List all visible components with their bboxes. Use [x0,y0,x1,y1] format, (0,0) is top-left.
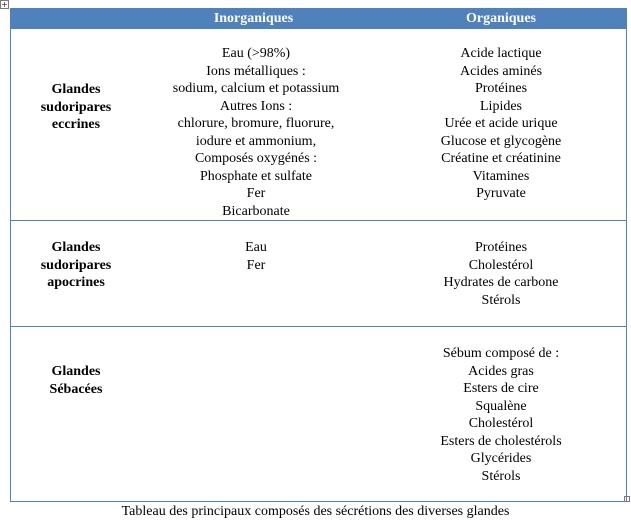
list-item: chlorure, bromure, fluorure, [177,116,335,131]
list-item: iodure et ammonium, [195,133,317,149]
eccrine-inorganic-cell [146,45,366,220]
header-organic: Organiques [465,11,536,26]
apocrine-organic-cell [386,239,616,309]
row-label-sebaceous [16,363,136,398]
list-item: Fer [246,186,266,201]
list-item: Acides aminés [459,63,543,79]
list-item: Squalène [475,398,527,414]
list-item: Stérols [481,468,521,484]
label-line: Sébacées [49,381,103,397]
table-header-row [11,9,626,29]
list-item: Vitamines [472,168,530,184]
list-item: Composés oxygénés : [194,151,318,166]
label-line: eccrines [51,117,101,132]
list-item: sodium, calcium et potassium [172,81,340,96]
list-item: Glucose et glycogène [440,133,562,149]
list-item: Urée et acide urique [444,116,558,131]
table-resize-handle-icon[interactable] [624,496,630,502]
list-item: Phosphate et sulfate [200,168,312,184]
header-inorganic: Inorganiques [213,11,294,26]
row-label-apocrine [16,239,136,292]
list-item: Cholestérol [468,257,534,273]
list-item: Eau (>98%) [221,46,291,61]
list-item: Esters de cholestérols [440,433,562,449]
list-item: Eau [245,240,267,255]
list-item: Sébum composé de : [442,346,560,361]
list-item: Cholestérol [468,416,534,431]
table-move-handle-icon[interactable]: + [1,0,8,9]
list-item: Stérols [481,292,521,308]
list-item: Bicarbonate [222,203,290,219]
label-line: Glandes [51,82,101,97]
list-item: Glycérides [470,451,532,466]
list-item: Acide lactique [460,46,542,61]
list-item: Protéines [474,81,528,96]
apocrine-inorganic-cell [146,239,366,274]
list-item: Esters de cire [463,381,539,396]
list-item: Fer [246,257,266,273]
table-caption: Tableau des principaux composés des sécrétions des diverses glandes [121,504,510,519]
list-item: Acides gras [468,363,534,379]
eccrine-organic-cell [386,45,616,203]
label-line: Glandes [51,240,101,255]
list-item: Protéines [474,240,528,255]
list-item: Lipides [480,98,522,114]
secretions-table [10,8,627,502]
list-item: Ions métalliques : [206,63,306,79]
row-divider [11,220,626,221]
label-line: Glandes [51,364,101,379]
label-line: sudoripares [40,257,112,273]
row-divider [11,326,626,327]
list-item: Autres Ions : [219,98,293,114]
list-item: Créatine et créatinine [441,151,561,166]
sebaceous-organic-cell [386,345,616,485]
list-item: Pyruvate [476,186,526,201]
row-label-eccrine [16,81,136,134]
list-item: Hydrates de carbone [443,275,559,290]
label-line: sudoripares [40,99,112,115]
label-line: apocrines [47,275,105,290]
